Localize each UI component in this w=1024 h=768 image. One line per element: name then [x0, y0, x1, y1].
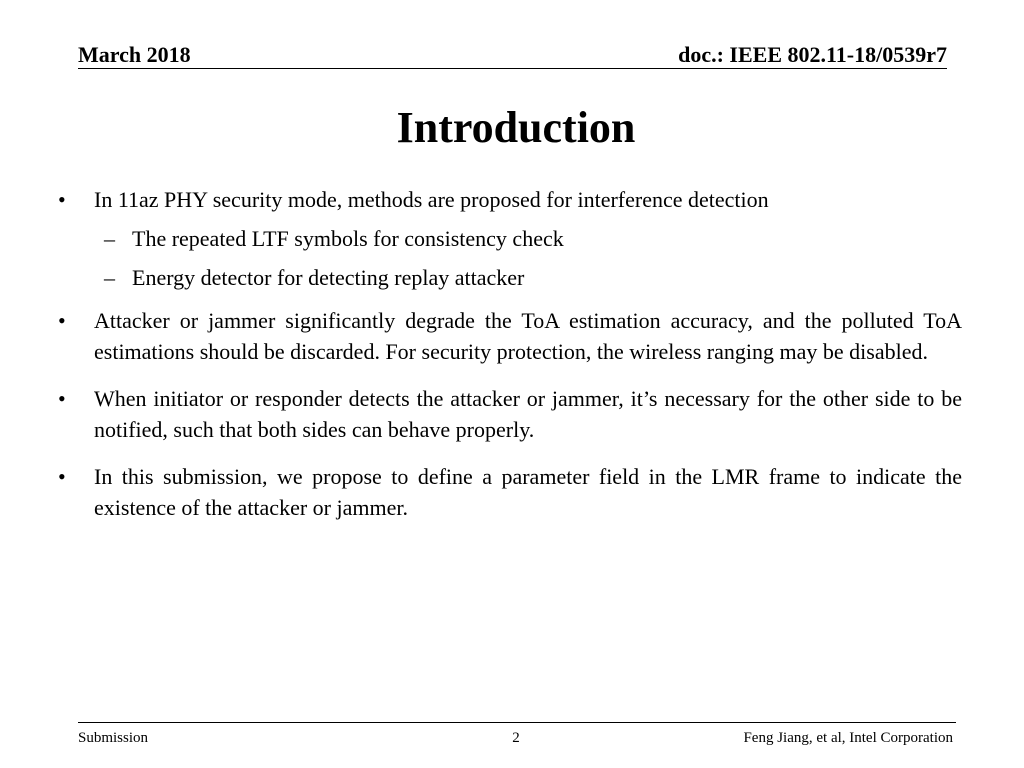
- bullet-marker: •: [58, 187, 66, 212]
- bullet-item-2: [58, 305, 962, 367]
- footer-author: Feng Jiang, et al, Intel Corporation: [743, 730, 953, 746]
- footer-page-number: 2: [512, 730, 520, 746]
- bullet-marker: •: [58, 308, 66, 333]
- dash-marker: –: [104, 265, 115, 290]
- header-doc-id: doc.: IEEE 802.11-18/0539r7: [678, 42, 947, 67]
- dash-marker: –: [104, 226, 115, 251]
- bullet-item-1: [58, 184, 962, 215]
- bullet-text: When initiator or responder detects the attacker or jammer, it’s necessary for the other side to be notified, such that both sides can behave properly.: [94, 386, 962, 442]
- bullet-text: In this submission, we propose to define a parameter field in the LMR frame to indicate the existence of the attacker or jammer.: [94, 464, 962, 520]
- slide-title: Introduction: [396, 103, 636, 152]
- bullet-text: In 11az PHY security mode, methods are proposed for interference detection: [94, 187, 769, 212]
- bullet-marker: •: [58, 386, 66, 411]
- sub-item-2: [58, 262, 962, 293]
- bullet-item-4: [58, 461, 962, 523]
- header-divider: [78, 68, 947, 69]
- sub-item-text: Energy detector for detecting replay attacker: [132, 265, 525, 290]
- footer-divider: [78, 722, 956, 723]
- bullet-text: Attacker or jammer significantly degrade the ToA estimation accuracy, and the polluted ToA estimations should be discarded. For security protection, the wireless ranging may be disabled.: [94, 308, 962, 364]
- bullet-item-3: [58, 383, 962, 445]
- footer-submission: Submission: [78, 730, 149, 746]
- header-date: March 2018: [78, 42, 191, 67]
- sub-item-text: The repeated LTF symbols for consistency check: [132, 226, 564, 251]
- bullet-marker: •: [58, 464, 66, 489]
- sub-item-1: [58, 223, 962, 254]
- slide-content: [58, 184, 962, 523]
